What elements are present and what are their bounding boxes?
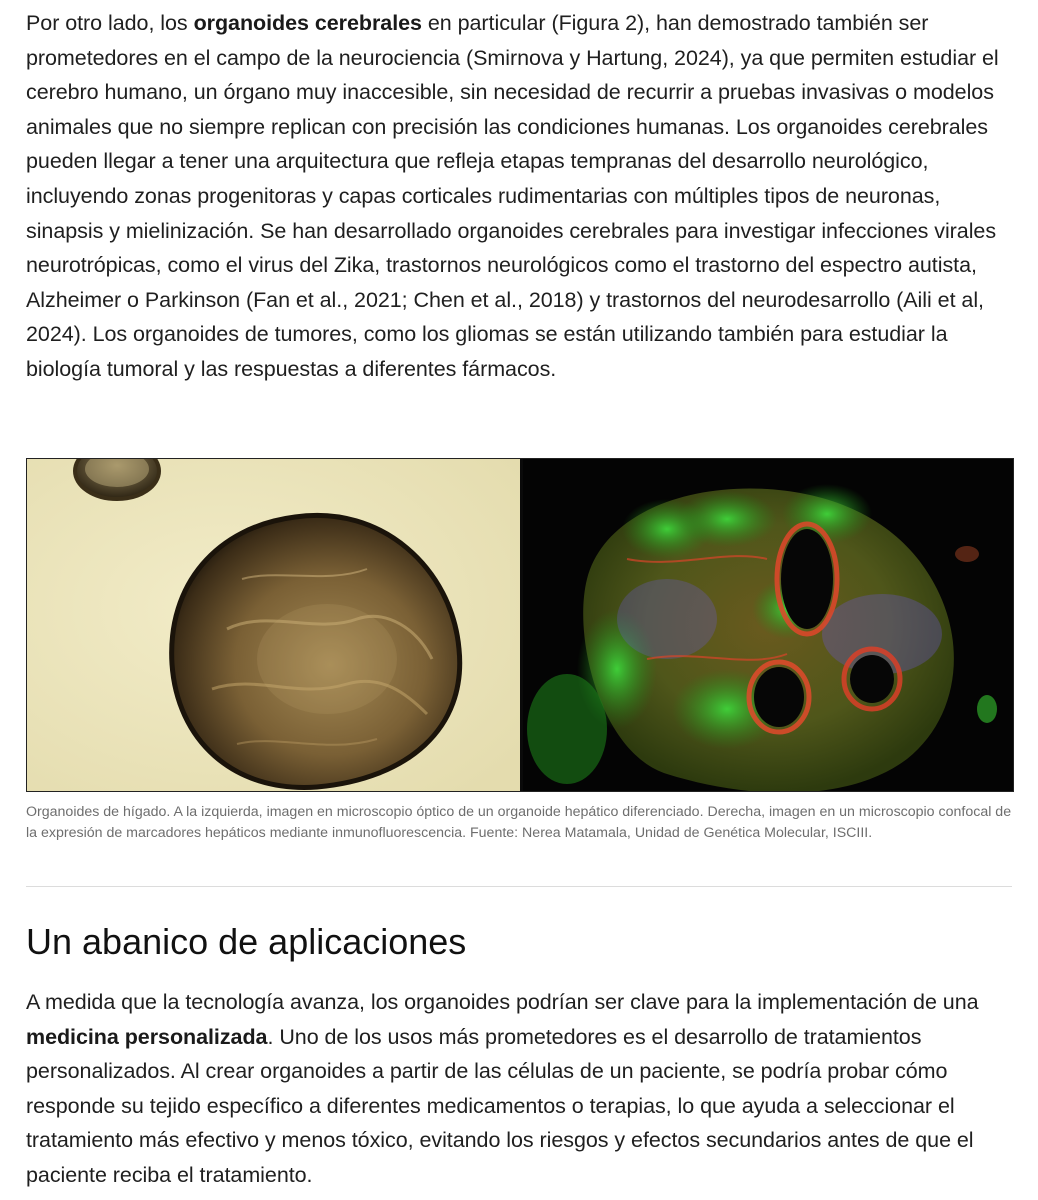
section-heading: Un abanico de aplicaciones <box>26 921 467 962</box>
bold-term: medicina personalizada <box>26 1024 268 1049</box>
microscopy-image-pair <box>27 459 1013 791</box>
paragraph-text: . Uno de los usos más prometedores es el desarrollo de tratamientos personalizados. Al crear organoides a partir de las células de un paciente, se podría probar cómo responde su tejido específico a diferentes medicamentos o terapias, lo que ayuda a seleccionar el tratamiento más efectivo y menos tóxico, evitando los riesgos y efectos secundarios antes de que el paciente reciba el tratamiento. <box>26 1024 974 1187</box>
section-divider <box>26 886 1012 887</box>
bold-term: organoides cerebrales <box>193 11 422 35</box>
figure-caption: Organoides de hígado. A la izquierda, imagen en microscopio óptico de un organoide hepático diferenciado. Derecha, imagen en un microscopio confocal de la expresión de marcadores hepáticos mediante inmunofluorescencia. Fuente: Nerea Matamala, Unidad de Genética Molecular, ISCIII. <box>26 804 1012 841</box>
paragraph-brain-organoids <box>26 6 1014 387</box>
figure-liver-organoids <box>26 458 1014 792</box>
paragraph-personalized-medicine <box>26 985 1014 1193</box>
paragraph-text: A medida que la tecnología avanza, los organoides podrían ser clave para la implementación de una <box>26 990 979 1014</box>
confocal-panel <box>523 459 1013 791</box>
paragraph-text: en particular (Figura 2), han demostrado también ser prometedores en el campo de la neurociencia (Smirnova y Hartung, 2024), ya que permiten estudiar el cerebro humano, un órgano muy inaccesible, sin necesidad de recurrir a pruebas invasivas o modelos animales que no siempre replican con precisión las condiciones humanas. Los organoides cerebrales pueden llegar a tener una arquitectura que refleja etapas tempranas del desarrollo neurológico, incluyendo zonas progenitoras y capas corticales rudimentarias con múltiples tipos de neuronas, sinapsis y mielinización. Se han desarrollado organoides cerebrales para investigar infecciones virales neurotrópicas, como el virus del Zika, trastornos neurológicos como el trastorno del espectro autista, Alzheimer o Parkinson (Fan et al., 2021; Chen et al., 2018) y trastornos del neurodesarrollo (Aili et al, 2024). Los organoides de tumores, como los gliomas se están utilizando también para estudiar la biología tumoral y las respuestas a diferentes fármacos. <box>26 11 999 381</box>
brightfield-panel <box>27 459 520 791</box>
paragraph-text: Por otro lado, los <box>26 11 194 35</box>
